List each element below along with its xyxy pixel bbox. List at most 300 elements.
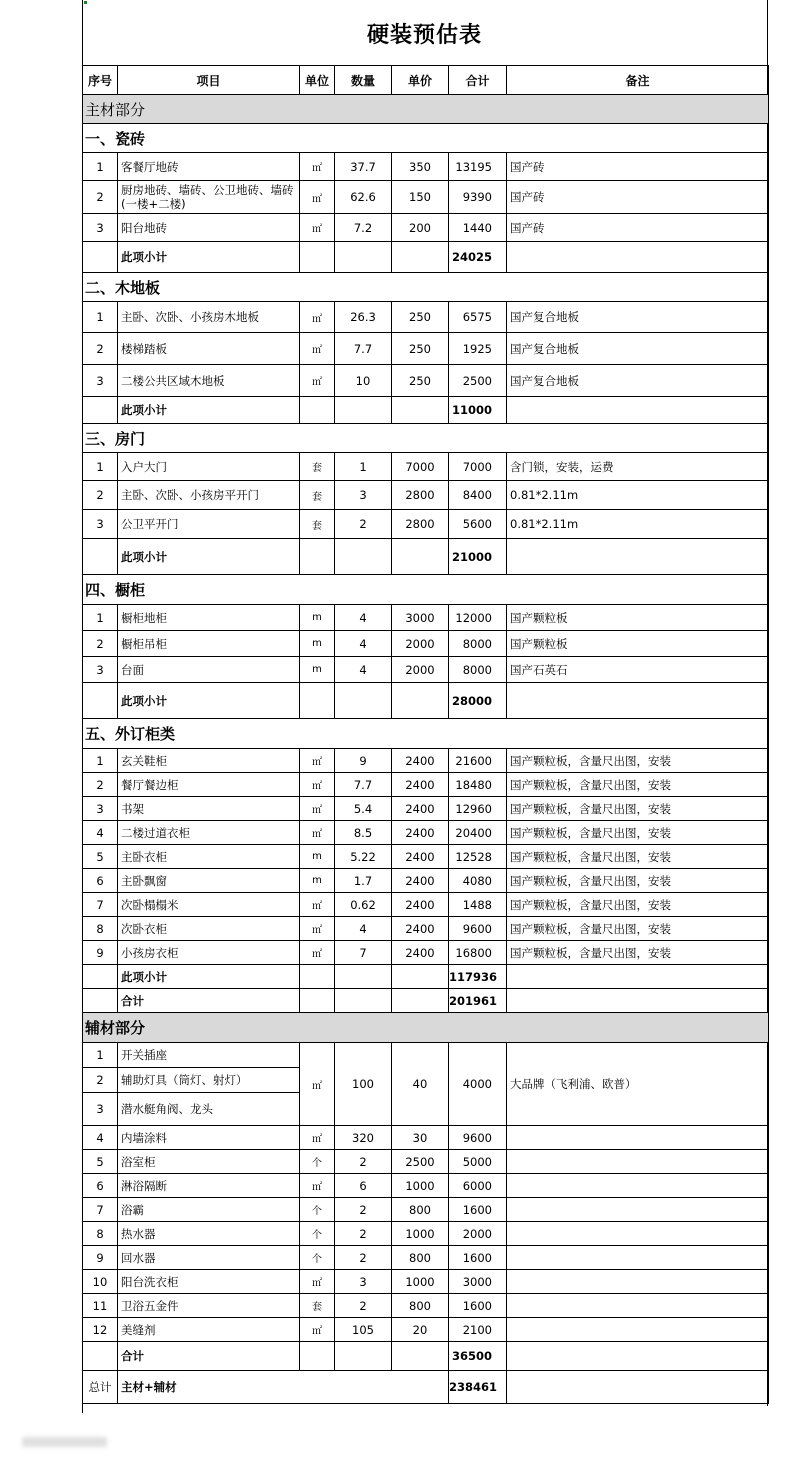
row-item: 台面 — [118, 657, 300, 683]
row-total: 1488 — [449, 893, 507, 917]
row-note: 国产颗粒板，含量尺出图，安装 — [507, 917, 769, 941]
row-no: 11 — [83, 1294, 118, 1318]
subtotal-value: 24025 — [449, 242, 507, 273]
row-total: 2000 — [449, 1222, 507, 1246]
row-qty: 2 — [335, 1222, 392, 1246]
row-no: 1 — [83, 749, 118, 773]
row-item: 小孩房衣柜 — [118, 941, 300, 965]
header-no: 序号 — [83, 66, 118, 95]
row-note: 国产颗粒板 — [507, 605, 769, 631]
row-total: 12000 — [449, 605, 507, 631]
row-qty: 7.7 — [335, 773, 392, 797]
row-note: 国产颗粒板，含量尺出图，安装 — [507, 749, 769, 773]
aux-total-note-empty — [507, 1342, 769, 1371]
row-price: 2800 — [392, 510, 449, 539]
row-unit: ㎡ — [300, 1043, 335, 1126]
row-unit: m — [300, 869, 335, 893]
row-no: 10 — [83, 1270, 118, 1294]
grand-total-label: 总计 — [83, 1371, 118, 1404]
row-item: 浴室柜 — [118, 1150, 300, 1174]
subtotal-label: 此项小计 — [118, 242, 300, 273]
row-price: 200 — [392, 214, 449, 242]
row-qty: 2 — [335, 1294, 392, 1318]
row-qty: 3 — [335, 481, 392, 510]
row-unit: ㎡ — [300, 302, 335, 333]
row-note: 国产石英石 — [507, 657, 769, 683]
row-price: 800 — [392, 1246, 449, 1270]
row-total: 8000 — [449, 631, 507, 657]
header-note: 备注 — [507, 66, 769, 95]
row-note: 国产复合地板 — [507, 365, 769, 397]
row-note: 国产颗粒板，含量尺出图，安装 — [507, 893, 769, 917]
row-note — [507, 1294, 769, 1318]
row-qty: 62.6 — [335, 181, 392, 214]
row-note: 国产颗粒板 — [507, 631, 769, 657]
row-qty: 4 — [335, 631, 392, 657]
subtotal-row — [83, 965, 769, 989]
row-note — [507, 1126, 769, 1150]
subtotal-qty-empty — [335, 242, 392, 273]
section-header — [83, 124, 769, 153]
row-no: 1 — [83, 1043, 118, 1068]
row-unit: m — [300, 605, 335, 631]
row-total: 1925 — [449, 333, 507, 365]
section-header — [83, 273, 769, 302]
table-row — [83, 1246, 769, 1270]
row-no: 3 — [83, 214, 118, 242]
estimate-table — [82, 65, 769, 1404]
row-note: 国产复合地板 — [507, 333, 769, 365]
table-row — [83, 821, 769, 845]
table-row — [83, 481, 769, 510]
main-total-qty-empty — [335, 989, 392, 1013]
row-no: 2 — [83, 481, 118, 510]
aux-total-price-empty — [392, 1342, 449, 1371]
row-item: 客餐厅地砖 — [118, 153, 300, 181]
section-header — [83, 719, 769, 749]
row-no: 3 — [83, 365, 118, 397]
row-no: 2 — [83, 631, 118, 657]
row-qty: 4 — [335, 917, 392, 941]
subtotal-qty-empty — [335, 397, 392, 424]
row-item: 卫浴五金件 — [118, 1294, 300, 1318]
row-qty: 2 — [335, 1150, 392, 1174]
header-item: 项目 — [118, 66, 300, 95]
row-no: 5 — [83, 1150, 118, 1174]
row-total: 2500 — [449, 365, 507, 397]
row-no: 1 — [83, 302, 118, 333]
table-row — [83, 869, 769, 893]
subtotal-qty-empty — [335, 683, 392, 719]
row-unit: 个 — [300, 1150, 335, 1174]
table-row — [83, 797, 769, 821]
row-no: 2 — [83, 773, 118, 797]
subtotal-price-empty — [392, 539, 449, 575]
subtotal-price-empty — [392, 683, 449, 719]
row-note: 国产颗粒板，含量尺出图，安装 — [507, 941, 769, 965]
subtotal-unit-empty — [300, 965, 335, 989]
row-item: 玄关鞋柜 — [118, 749, 300, 773]
subtotal-note-empty — [507, 242, 769, 273]
row-unit: m — [300, 657, 335, 683]
subtotal-label: 此项小计 — [118, 539, 300, 575]
row-qty: 9 — [335, 749, 392, 773]
row-price: 350 — [392, 153, 449, 181]
row-no: 12 — [83, 1318, 118, 1342]
row-no: 3 — [83, 657, 118, 683]
header-price: 单价 — [392, 66, 449, 95]
row-total: 1600 — [449, 1246, 507, 1270]
subtotal-note-empty — [507, 539, 769, 575]
subtotal-row — [83, 397, 769, 424]
row-total: 6000 — [449, 1174, 507, 1198]
main-total-value: 201961 — [449, 989, 507, 1013]
aux-total-unit-empty — [300, 1342, 335, 1371]
subtotal-qty-empty — [335, 539, 392, 575]
row-no: 3 — [83, 797, 118, 821]
row-qty: 3 — [335, 1270, 392, 1294]
subtotal-no-empty — [83, 539, 118, 575]
subtotal-qty-empty — [335, 965, 392, 989]
row-unit: 套 — [300, 453, 335, 481]
row-total: 1600 — [449, 1294, 507, 1318]
row-price: 2400 — [392, 845, 449, 869]
aux-part-label: 辅材部分 — [83, 1013, 769, 1043]
row-no: 9 — [83, 941, 118, 965]
table-row — [83, 365, 769, 397]
table-row — [83, 1043, 769, 1068]
section-title: 四、橱柜 — [83, 575, 769, 605]
row-total: 8400 — [449, 481, 507, 510]
row-note — [507, 1246, 769, 1270]
row-price: 3000 — [392, 605, 449, 631]
subtotal-unit-empty — [300, 242, 335, 273]
row-item: 次卧榻榻米 — [118, 893, 300, 917]
row-unit: ㎡ — [300, 1318, 335, 1342]
row-price: 30 — [392, 1126, 449, 1150]
subtotal-note-empty — [507, 683, 769, 719]
row-price: 250 — [392, 302, 449, 333]
row-note — [507, 1174, 769, 1198]
row-item: 二楼过道衣柜 — [118, 821, 300, 845]
row-item: 厨房地砖、墙砖、公卫地砖、墙砖(一楼+二楼) — [118, 181, 300, 214]
row-price: 2800 — [392, 481, 449, 510]
row-qty: 37.7 — [335, 153, 392, 181]
row-qty: 1 — [335, 453, 392, 481]
row-total: 3000 — [449, 1270, 507, 1294]
row-note: 国产复合地板 — [507, 302, 769, 333]
row-item: 公卫平开门 — [118, 510, 300, 539]
row-qty: 6 — [335, 1174, 392, 1198]
grand-total-value: 238461 — [449, 1371, 507, 1404]
row-total: 9600 — [449, 917, 507, 941]
table-row — [83, 1222, 769, 1246]
row-item: 淋浴隔断 — [118, 1174, 300, 1198]
header-qty: 数量 — [335, 66, 392, 95]
row-total: 9600 — [449, 1126, 507, 1150]
row-unit: ㎡ — [300, 749, 335, 773]
table-row — [83, 631, 769, 657]
row-total: 2100 — [449, 1318, 507, 1342]
row-unit: ㎡ — [300, 821, 335, 845]
row-price: 2000 — [392, 657, 449, 683]
row-price: 2400 — [392, 773, 449, 797]
row-unit: ㎡ — [300, 333, 335, 365]
main-total-row — [83, 989, 769, 1013]
table-row — [83, 181, 769, 214]
row-item: 热水器 — [118, 1222, 300, 1246]
section-header — [83, 424, 769, 453]
row-price: 1000 — [392, 1174, 449, 1198]
row-price: 40 — [392, 1043, 449, 1126]
row-qty: 105 — [335, 1318, 392, 1342]
row-total: 1440 — [449, 214, 507, 242]
row-qty: 10 — [335, 365, 392, 397]
row-qty: 5.4 — [335, 797, 392, 821]
row-price: 2500 — [392, 1150, 449, 1174]
header-total: 合计 — [449, 66, 507, 95]
row-unit: ㎡ — [300, 1126, 335, 1150]
row-qty: 7.2 — [335, 214, 392, 242]
aux-total-label: 合计 — [118, 1342, 300, 1371]
row-item: 主卧、次卧、小孩房木地板 — [118, 302, 300, 333]
table-row — [83, 1294, 769, 1318]
row-total: 5600 — [449, 510, 507, 539]
subtotal-unit-empty — [300, 397, 335, 424]
subtotal-label: 此项小计 — [118, 683, 300, 719]
table-row — [83, 1174, 769, 1198]
header-row — [83, 66, 769, 95]
row-price: 800 — [392, 1198, 449, 1222]
grand-total-desc: 主材+辅材 — [118, 1371, 449, 1404]
subtotal-row — [83, 683, 769, 719]
row-unit: ㎡ — [300, 1270, 335, 1294]
row-note: 国产砖 — [507, 153, 769, 181]
grand-total-row — [83, 1371, 769, 1404]
watermark-logo — [22, 1437, 107, 1447]
row-price: 2400 — [392, 797, 449, 821]
row-item: 二楼公共区域木地板 — [118, 365, 300, 397]
row-item: 入户大门 — [118, 453, 300, 481]
row-note: 0.81*2.11m — [507, 510, 769, 539]
section-title: 三、房门 — [83, 424, 769, 453]
table-row — [83, 1318, 769, 1342]
row-item: 主卧飘窗 — [118, 869, 300, 893]
subtotal-label: 此项小计 — [118, 965, 300, 989]
row-total: 16800 — [449, 941, 507, 965]
subtotal-no-empty — [83, 397, 118, 424]
subtotal-note-empty — [507, 397, 769, 424]
row-unit: ㎡ — [300, 941, 335, 965]
section-header — [83, 575, 769, 605]
row-qty: 1.7 — [335, 869, 392, 893]
row-no: 4 — [83, 1126, 118, 1150]
table-row — [83, 302, 769, 333]
row-item: 浴霸 — [118, 1198, 300, 1222]
row-no: 1 — [83, 153, 118, 181]
row-total: 12960 — [449, 797, 507, 821]
row-note: 国产砖 — [507, 214, 769, 242]
table-row — [83, 153, 769, 181]
table-row — [83, 510, 769, 539]
row-item: 阳台地砖 — [118, 214, 300, 242]
row-qty: 7 — [335, 941, 392, 965]
row-total: 13195 — [449, 153, 507, 181]
subtotal-no-empty — [83, 683, 118, 719]
row-no: 5 — [83, 845, 118, 869]
row-qty: 2 — [335, 1246, 392, 1270]
table-row — [83, 1270, 769, 1294]
row-note — [507, 1318, 769, 1342]
row-item: 美缝剂 — [118, 1318, 300, 1342]
row-unit: ㎡ — [300, 917, 335, 941]
subtotal-label: 此项小计 — [118, 397, 300, 424]
row-unit: ㎡ — [300, 773, 335, 797]
row-price: 800 — [392, 1294, 449, 1318]
row-note: 国产颗粒板，含量尺出图，安装 — [507, 869, 769, 893]
row-item: 书架 — [118, 797, 300, 821]
row-no: 7 — [83, 893, 118, 917]
row-qty: 320 — [335, 1126, 392, 1150]
row-unit: ㎡ — [300, 797, 335, 821]
row-no: 3 — [83, 510, 118, 539]
aux-total-no-empty — [83, 1342, 118, 1371]
aux-total-value: 36500 — [449, 1342, 507, 1371]
row-qty: 100 — [335, 1043, 392, 1126]
row-total: 4080 — [449, 869, 507, 893]
row-no: 2 — [83, 181, 118, 214]
table-row — [83, 1198, 769, 1222]
row-total: 8000 — [449, 657, 507, 683]
table-row — [83, 453, 769, 481]
row-no: 8 — [83, 917, 118, 941]
row-note: 国产颗粒板，含量尺出图，安装 — [507, 845, 769, 869]
table-row — [83, 605, 769, 631]
row-no: 1 — [83, 453, 118, 481]
row-price: 2400 — [392, 941, 449, 965]
row-price: 2400 — [392, 893, 449, 917]
section-title: 五、外订柜类 — [83, 719, 769, 749]
subtotal-row — [83, 539, 769, 575]
main-total-price-empty — [392, 989, 449, 1013]
row-no: 9 — [83, 1246, 118, 1270]
row-price: 1000 — [392, 1222, 449, 1246]
row-item: 内墙涂料 — [118, 1126, 300, 1150]
subtotal-value: 21000 — [449, 539, 507, 575]
row-item: 楼梯踏板 — [118, 333, 300, 365]
subtotal-unit-empty — [300, 539, 335, 575]
row-qty: 2 — [335, 1198, 392, 1222]
row-total: 12528 — [449, 845, 507, 869]
table-row — [83, 941, 769, 965]
section-title: 二、木地板 — [83, 273, 769, 302]
row-no: 6 — [83, 1174, 118, 1198]
row-item: 主卧、次卧、小孩房平开门 — [118, 481, 300, 510]
subtotal-price-empty — [392, 965, 449, 989]
row-note: 0.81*2.11m — [507, 481, 769, 510]
row-qty: 26.3 — [335, 302, 392, 333]
row-total: 21600 — [449, 749, 507, 773]
row-unit: ㎡ — [300, 153, 335, 181]
row-item: 橱柜吊柜 — [118, 631, 300, 657]
row-price: 250 — [392, 333, 449, 365]
row-qty: 2 — [335, 510, 392, 539]
header-unit: 单位 — [300, 66, 335, 95]
row-no: 2 — [83, 333, 118, 365]
row-note — [507, 1150, 769, 1174]
row-unit: ㎡ — [300, 181, 335, 214]
table-row — [83, 1150, 769, 1174]
subtotal-value: 11000 — [449, 397, 507, 424]
row-item: 餐厅餐边柜 — [118, 773, 300, 797]
row-item: 辅助灯具（筒灯、射灯） — [118, 1068, 300, 1093]
table-row — [83, 1126, 769, 1150]
row-price: 2000 — [392, 631, 449, 657]
row-note: 大品牌（飞利浦、欧普） — [507, 1043, 769, 1126]
row-item: 主卧衣柜 — [118, 845, 300, 869]
main-total-no-empty — [83, 989, 118, 1013]
row-qty: 8.5 — [335, 821, 392, 845]
main-total-label: 合计 — [118, 989, 300, 1013]
row-unit: 个 — [300, 1246, 335, 1270]
row-price: 1000 — [392, 1270, 449, 1294]
row-no: 1 — [83, 605, 118, 631]
row-item: 开关插座 — [118, 1043, 300, 1068]
row-note — [507, 1222, 769, 1246]
table-row — [83, 917, 769, 941]
row-total: 5000 — [449, 1150, 507, 1174]
row-price: 150 — [392, 181, 449, 214]
row-price: 2400 — [392, 917, 449, 941]
grand-total-note-empty — [507, 1371, 769, 1404]
row-qty: 7.7 — [335, 333, 392, 365]
subtotal-price-empty — [392, 397, 449, 424]
row-note: 国产颗粒板，含量尺出图，安装 — [507, 773, 769, 797]
row-unit: 个 — [300, 1198, 335, 1222]
subtotal-unit-empty — [300, 683, 335, 719]
main-part-label: 主材部分 — [83, 95, 769, 124]
row-price: 2400 — [392, 749, 449, 773]
row-no: 2 — [83, 1068, 118, 1093]
row-qty: 5.22 — [335, 845, 392, 869]
subtotal-no-empty — [83, 965, 118, 989]
row-total: 20400 — [449, 821, 507, 845]
aux-total-qty-empty — [335, 1342, 392, 1371]
table-row — [83, 845, 769, 869]
row-no: 3 — [83, 1093, 118, 1126]
table-row — [83, 657, 769, 683]
row-unit: 个 — [300, 1222, 335, 1246]
row-item: 回水器 — [118, 1246, 300, 1270]
main-total-note-empty — [507, 989, 769, 1013]
table-row — [83, 214, 769, 242]
row-no: 6 — [83, 869, 118, 893]
row-no: 8 — [83, 1222, 118, 1246]
row-total: 9390 — [449, 181, 507, 214]
row-unit: ㎡ — [300, 214, 335, 242]
row-note: 国产颗粒板，含量尺出图，安装 — [507, 821, 769, 845]
row-unit: ㎡ — [300, 365, 335, 397]
row-qty: 4 — [335, 605, 392, 631]
row-item: 橱柜地柜 — [118, 605, 300, 631]
row-total: 7000 — [449, 453, 507, 481]
row-item: 潜水艇角阀、龙头 — [118, 1093, 300, 1126]
subtotal-row — [83, 242, 769, 273]
table-row — [83, 333, 769, 365]
main-total-unit-empty — [300, 989, 335, 1013]
row-price: 7000 — [392, 453, 449, 481]
row-qty: 4 — [335, 657, 392, 683]
